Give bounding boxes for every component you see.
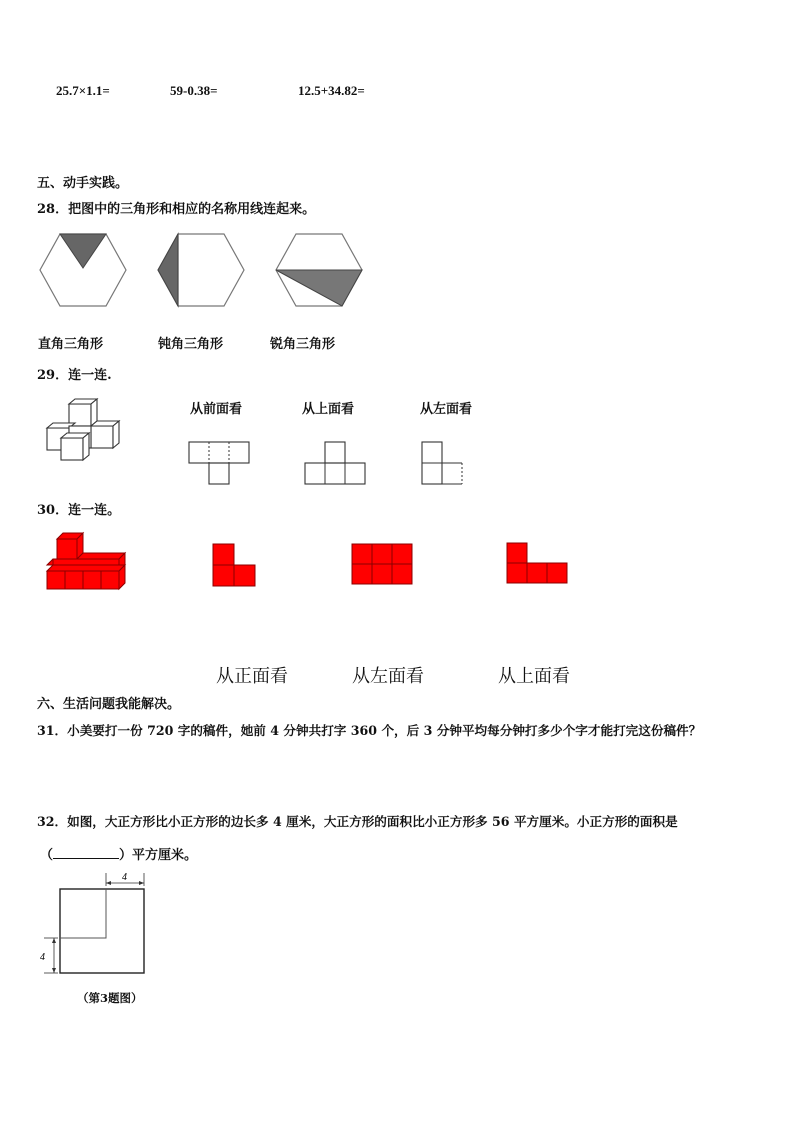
section5-title: 五、动手实践。 — [37, 176, 129, 191]
q29-view-top-label: 从上面看 — [302, 402, 355, 417]
acute-triangle-shade — [276, 270, 362, 306]
q32-close-paren: ）平方厘米。 — [119, 848, 198, 863]
red-view-diagram-2 — [351, 543, 413, 585]
q32-line1: 32．如图，大正方形比小正方形的边长多 4 厘米，大正方形的面积比小正方形多 56 平方厘米。小正方形的面积是 — [37, 814, 678, 829]
calc-item-3: 12.5+34.82= — [298, 83, 365, 98]
q32-open-paren: （ — [40, 848, 54, 863]
square-diagram — [34, 870, 150, 980]
q29-view-diagram-1 — [188, 441, 250, 485]
dimension-label-top: 4 — [122, 872, 127, 883]
hexagon-figure-2 — [156, 232, 246, 308]
q29-view-diagram-3 — [421, 441, 463, 485]
calc-item-1: 25.7×1.1= — [56, 83, 110, 98]
q29-view-left-label: 从左面看 — [420, 402, 473, 417]
red-view-diagram-3 — [506, 542, 568, 584]
calc-item-2: 59-0.38= — [170, 83, 218, 98]
right-triangle-shade — [60, 234, 106, 268]
hexagon-figure-3 — [274, 232, 364, 308]
section6-title: 六、生活问题我能解决。 — [37, 697, 181, 712]
red-view-diagram-1 — [212, 543, 256, 587]
cube-stack-figure — [43, 398, 135, 464]
q31-text: 31．小美要打一份 720 字的稿件，她前 4 分钟共打字 360 个，后 3 分钟平均每分钟打多少个字才能打完这份稿件？ — [37, 723, 702, 738]
q30-view-front-label: 从正面看 — [216, 666, 288, 687]
q28-label-3: 锐角三角形 — [270, 337, 336, 352]
q32-caption: （第3题图） — [77, 991, 143, 1005]
dimension-label-left: 4 — [40, 952, 45, 963]
q28-title: 28．把图中的三角形和相应的名称用线连起来。 — [37, 202, 316, 217]
red-cube-stack-figure — [45, 533, 127, 593]
q30-title: 30．连一连。 — [37, 503, 121, 518]
obtuse-triangle-shade — [158, 234, 178, 306]
q28-label-1: 直角三角形 — [38, 337, 104, 352]
q32-line2 — [40, 844, 197, 863]
q30-view-top-label: 从上面看 — [498, 666, 570, 687]
q30-view-left-label: 从左面看 — [352, 666, 424, 687]
q29-title: 29．连一连. — [37, 368, 112, 383]
q29-view-diagram-2 — [304, 441, 366, 485]
hexagon-figure-1 — [38, 232, 128, 308]
q29-view-front-label: 从前面看 — [190, 402, 243, 417]
q32-answer-blank[interactable] — [53, 846, 119, 859]
q28-label-2: 钝角三角形 — [158, 337, 224, 352]
